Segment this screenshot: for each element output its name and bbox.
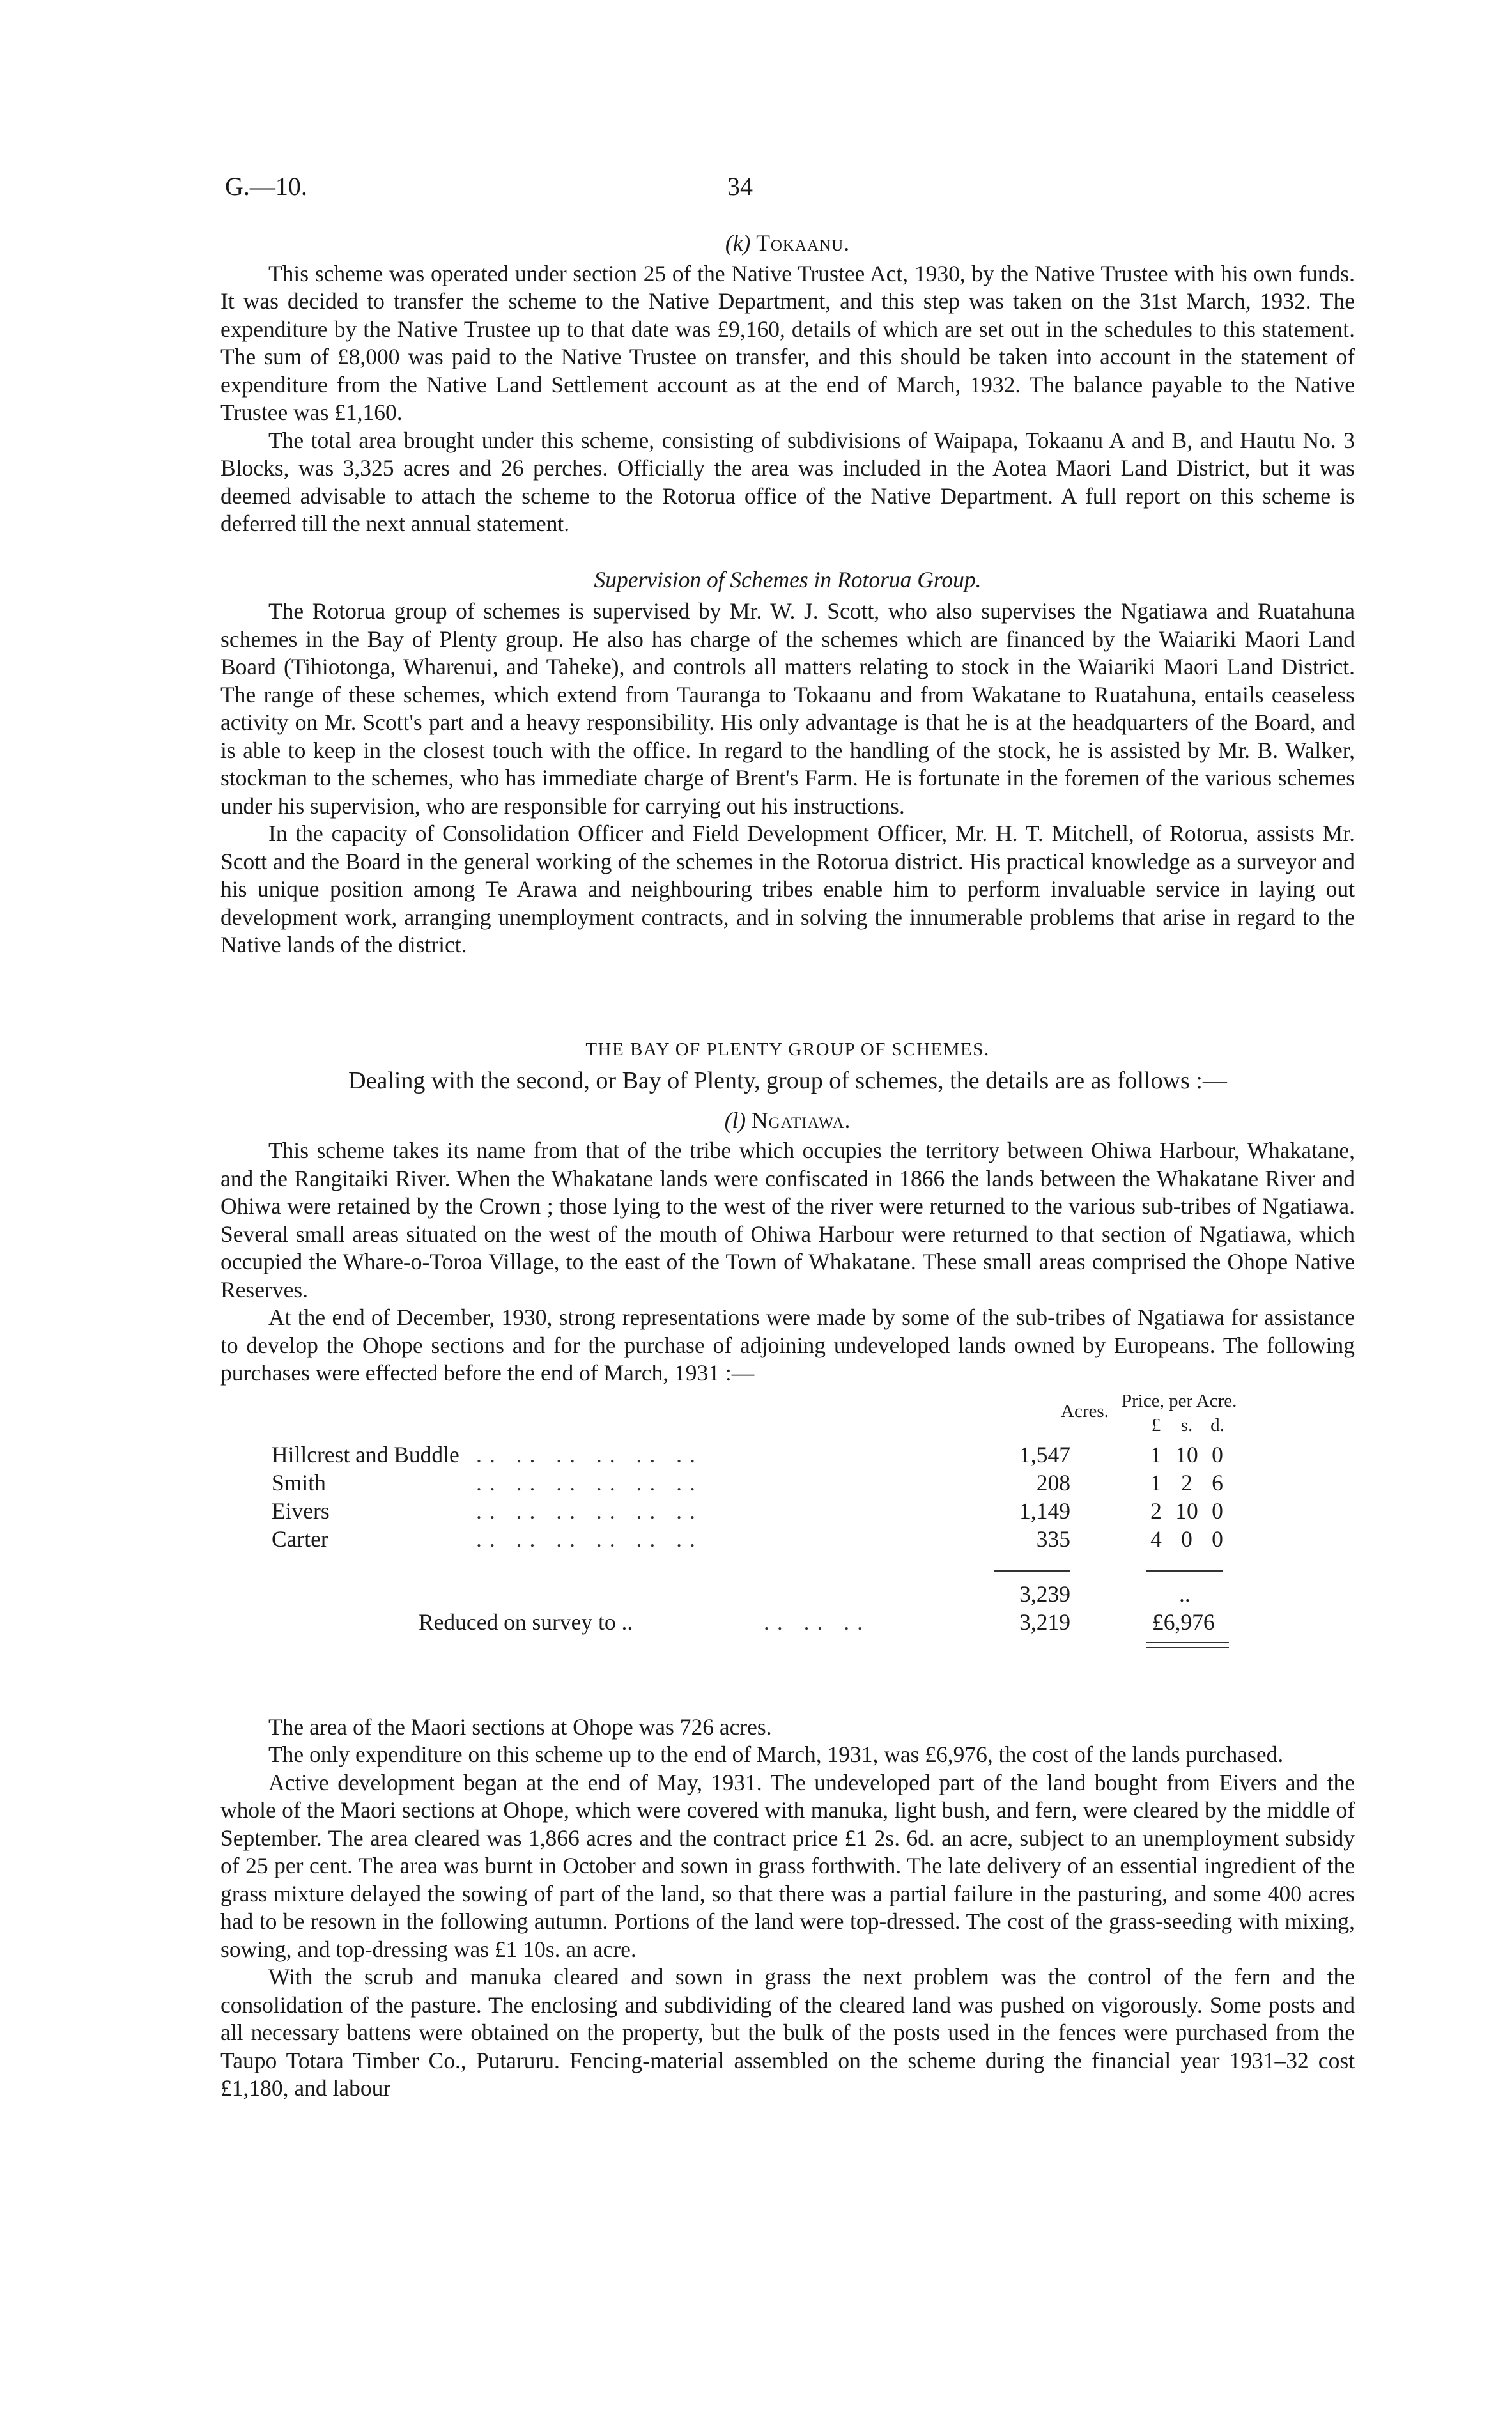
supervision-heading: Supervision of Schemes in Rotorua Group.: [594, 566, 982, 592]
price-column-header: Price, per Acre.: [1122, 1390, 1237, 1411]
section-l-paragraph: The area of the Maori sections at Ohope was 726 acres.: [268, 1713, 772, 1740]
total-rule-lower: [1146, 1647, 1229, 1648]
price-shillings: 0: [1181, 1526, 1192, 1552]
pence-unit: d.: [1210, 1414, 1224, 1435]
total-acres: 3,239: [1019, 1581, 1070, 1607]
leader-dots: .. .. ..: [764, 1609, 870, 1635]
section-l-title: Ngatiawa.: [752, 1107, 851, 1133]
supervision-paragraph: In the capacity of Consolidation Officer and Field Development Officer, Mr. H. T. Mitchell, of Rotorua, assists Mr. Scott and the Board in the general working of the schemes in the Rotorua district. His practical knowledge as a surveyor and his unique position among Te Arawa and neighbouring tribes enable him to perform invaluable service in laying out development work, arranging unemployment contracts, and in solving the innumerable problems that arise in regard to the Native lands of the district.: [220, 821, 1355, 957]
section-l-paragraph: With the scrub and manuka cleared and sown in grass the next problem was the control of the fern and the consolidation of the pasture. The enclosing and subdividing of the cleared land was pushed on vigorously. Some posts and all necessary battens were obtained on the property, but the bulk of the posts used in the fences were purchased from the Taupo Totara Timber Co., Putaruru. Fencing-material assembled on the scheme during the financial year 1931–32 cost £1,180, and labour: [220, 1964, 1355, 2101]
price-shillings: 10: [1175, 1497, 1198, 1524]
purchase-price: [1141, 1497, 1256, 1526]
acres-subtotal-rule: [994, 1570, 1070, 1572]
price-pence: 0: [1212, 1441, 1223, 1467]
price-pounds: 1: [1150, 1441, 1162, 1467]
section-l-paragraph: At the end of December, 1930, strong representations were made by some of the sub-tribes of Ngatiawa for assistance to develop the Ohope sections and for the purchase of adjoining undeveloped lands owned by Europeans. The following purchases were effected before the end of March, 1931 :—: [220, 1304, 1355, 1386]
section-k-title: Tokaanu.: [756, 230, 851, 256]
subtotal-row: [220, 1581, 1355, 1609]
purchase-acres: 208: [1036, 1469, 1070, 1496]
price-pounds: 4: [1150, 1526, 1162, 1552]
page-content: [220, 220, 1355, 2103]
page-number: 34: [727, 172, 753, 201]
purchase-price: [1141, 1526, 1256, 1554]
shillings-unit: s.: [1180, 1414, 1193, 1435]
leader-dots: .. .. .. .. .. ..: [476, 1469, 703, 1496]
bay-of-plenty-title: THE BAY OF PLENTY GROUP OF SCHEMES.: [585, 1039, 990, 1060]
table-row: [220, 1469, 1355, 1497]
pounds-unit: £: [1151, 1414, 1161, 1435]
total-price: ..: [1179, 1581, 1191, 1607]
total-rule-upper: [1146, 1642, 1229, 1643]
section-k-paragraph: The total area brought under this scheme, consisting of subdivisions of Waipapa, Tokaanu A and B, and Hautu No. 3 Blocks, was 3,325 acres and 26 perches. Officially the area was included in the Aotea Maori Land District, but it was deemed advisable to attach the scheme to the Rotorua office of the Native Department. A full report on this scheme is deferred till the next annual statement.: [220, 427, 1355, 536]
section-l-heading: [220, 1107, 1355, 1135]
reduced-price: £6,976: [1152, 1609, 1215, 1635]
table-row: [220, 1441, 1355, 1469]
reduced-acres: 3,219: [1019, 1609, 1070, 1635]
purchases-table: [220, 1388, 1355, 1694]
purchase-acres: 335: [1036, 1526, 1070, 1552]
section-k-heading: [220, 229, 1355, 258]
price-shillings: 10: [1175, 1441, 1198, 1467]
reduced-label: Reduced on survey to ..: [419, 1609, 633, 1635]
acres-column-header: Acres.: [1061, 1400, 1109, 1421]
price-units-header: [1141, 1412, 1256, 1440]
reduced-row: [220, 1609, 1355, 1637]
price-pence: 6: [1212, 1469, 1223, 1496]
table-row: [220, 1526, 1355, 1554]
purchase-name: Carter: [272, 1526, 328, 1552]
section-l-paragraph: Active development began at the end of May, 1931. The undeveloped part of the land bought from Eivers and the whole of the Maori sections at Ohope, which were covered with manuka, light bush, and fern, were cleared by the middle of September. The area cleared was 1,866 acres and the contract price £1 2s. 6d. an acre, subject to an unemployment subsidy of 25 per cent. The area was burnt in October and sown in grass forthwith. The late delivery of an essential ingredient of the grass mixture delayed the sowing of part of the land, so that there was a partial failure in the pasturing, and some 400 acres had to be resown in the following autumn. Portions of the land were top-dressed. The cost of the grass-seeding with mixing, sowing, and top-dressing was £1 10s. an acre.: [220, 1769, 1355, 1962]
leader-dots: .. .. .. .. .. ..: [476, 1526, 703, 1552]
price-shillings: 2: [1181, 1469, 1192, 1496]
price-pounds: 1: [1150, 1469, 1162, 1496]
purchase-acres: 1,149: [1019, 1497, 1070, 1524]
price-pounds: 2: [1150, 1497, 1162, 1524]
table-row: [220, 1497, 1355, 1526]
section-l-paragraph: The only expenditure on this scheme up to the end of March, 1931, was £6,976, the cost of the lands purchased.: [268, 1742, 1284, 1767]
purchase-price: [1141, 1441, 1256, 1469]
section-k-paragraph: This scheme was operated under section 25 of the Native Trustee Act, 1930, by the Native Trustee with his own funds. It was decided to transfer the scheme to the Native Department, and this step was taken on the 31st March, 1932. The expenditure by the Native Trustee up to that date was £9,160, details of which are set out in the schedules to this statement. The sum of £8,000 was paid to the Native Trustee on transfer, and this should be taken into account in the statement of expenditure from the Native Land Settlement account as at the end of March, 1932. The balance payable to the Native Trustee was £1,160.: [220, 260, 1355, 425]
purchase-name: Eivers: [272, 1497, 330, 1524]
price-subtotal-rule: [1146, 1570, 1223, 1572]
leader-dots: .. .. .. .. .. ..: [476, 1497, 703, 1524]
supervision-paragraph: The Rotorua group of schemes is supervised by Mr. W. J. Scott, who also supervises the Ngatiawa and Ruatahuna schemes in the Bay of Plenty group. He also has charge of the schemes which are financed by the Waiariki Maori Land Board (Tihiotonga, Wharenui, and Taheke), and controls all matters relating to stock in the Waiariki Maori Land District. The range of these schemes, which extend from Tauranga to Tokaanu and from Wakatane to Ruatahuna, entails ceaseless activity on Mr. Scott's part and a heavy responsibility. His only advantage is that he is at the headquarters of the Board, and is able to keep in the closest touch with the office. In regard to the handling of the stock, he is assisted by Mr. B. Walker, stockman to the schemes, who has immediate charge of Brent's Farm. He is fortunate in the foremen of the various schemes under his supervision, who are responsible for carrying out his instructions.: [220, 598, 1355, 819]
leader-dots: .. .. .. .. .. ..: [476, 1441, 703, 1467]
bay-of-plenty-intro: Dealing with the second, or Bay of Plenty, group of schemes, the details are as follows :—: [348, 1067, 1227, 1094]
price-pence: 0: [1212, 1497, 1223, 1524]
purchase-name: Smith: [272, 1469, 326, 1496]
purchase-price: [1141, 1469, 1256, 1497]
purchase-name: Hillcrest and Buddle: [272, 1441, 459, 1467]
report-reference: G.—10.: [225, 172, 307, 201]
purchase-acres: 1,547: [1019, 1441, 1070, 1467]
section-l-letter: (l): [724, 1107, 746, 1133]
section-l-paragraph: This scheme takes its name from that of the tribe which occupies the territory between Ohiwa Harbour, Whakatane, and the Rangitaiki River. When the Whakatane lands were confiscated in 1866 the lands between the Whakatane River and Ohiwa were retained by the Crown ; those lying to the west of the river were returned to the various sub-tribes of Ngatiawa. Several small areas situated on the west of the mouth of Ohiwa Harbour were returned to that section of Ngatiawa, which occupied the Whare-o-Toroa Village, to the east of the Town of Whakatane. These small areas comprised the Ohope Native Reserves.: [220, 1138, 1355, 1303]
price-pence: 0: [1212, 1526, 1223, 1552]
section-k-letter: (k): [725, 230, 751, 256]
